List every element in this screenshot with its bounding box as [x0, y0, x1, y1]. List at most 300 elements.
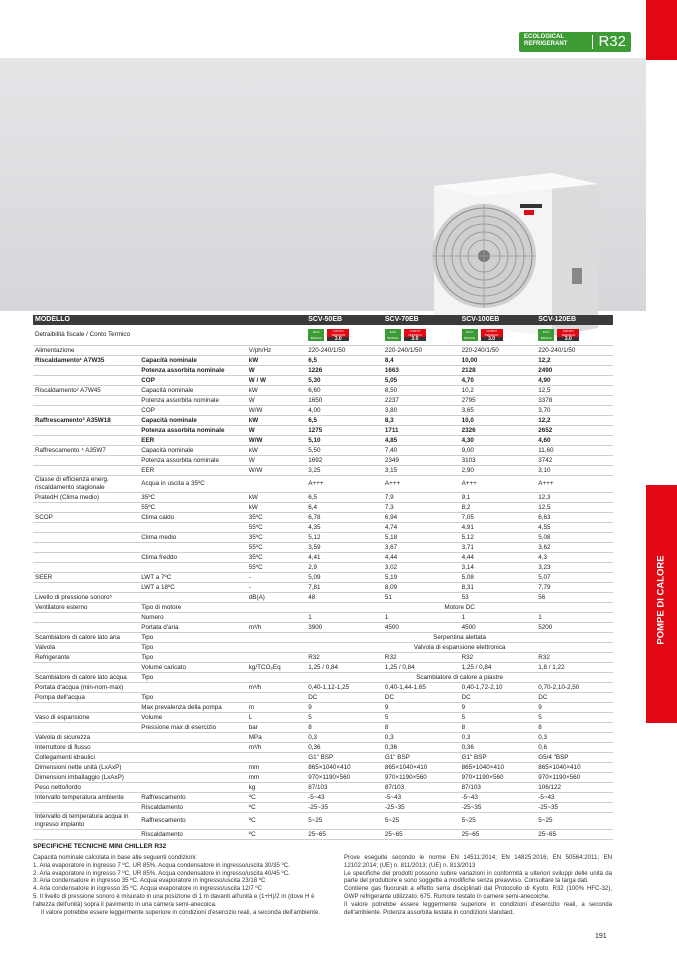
header-model-3: SCV-100EB — [460, 315, 537, 325]
cell-param: Classe di efficienza energ. riscaldamento stagionale — [33, 476, 139, 493]
cell-value: -5~43 — [306, 793, 383, 803]
cell-value: A+++ — [460, 476, 537, 493]
table-row — [33, 456, 613, 466]
cell-param: Valvola — [33, 643, 139, 653]
cell-unit: ºC — [247, 803, 306, 813]
cell-value: 8,31 — [460, 583, 537, 593]
cell-unit: W — [247, 456, 306, 466]
table-row — [33, 763, 613, 773]
cell-value: 6,94 — [383, 513, 460, 523]
table-row — [33, 683, 613, 693]
cell-sub: LWT a 7ºC — [139, 573, 247, 583]
cell-value: A+++ — [536, 476, 613, 493]
cell-sub: Clima medio — [139, 533, 247, 543]
table-row — [33, 503, 613, 513]
cell-param: Refrigerante — [33, 653, 139, 663]
cell-value: 5,30 — [306, 376, 383, 386]
cell-unit: ºC — [247, 830, 306, 840]
cell-sub: Tipo di motore — [139, 603, 247, 613]
table-row — [33, 366, 613, 376]
cell-value: 4,74 — [383, 523, 460, 533]
table-row — [33, 436, 613, 446]
cell-value: 5,08 — [536, 533, 613, 543]
table-row — [33, 543, 613, 553]
cell-value: 5,08 — [460, 573, 537, 583]
bonus-label: Detraibilità fiscale / Conto Termico — [33, 325, 306, 346]
cell-unit: kW — [247, 446, 306, 456]
table-row — [33, 396, 613, 406]
cell-param — [33, 406, 139, 416]
cell-param — [33, 663, 139, 673]
cell-value: 0,36 — [306, 743, 383, 753]
cell-value: -25~35 — [306, 803, 383, 813]
cell-value: 12,3 — [536, 493, 613, 503]
table-row — [33, 703, 613, 713]
table-row — [33, 356, 613, 366]
eco-bonus-logo: ECO BONUS — [462, 329, 478, 341]
cell-value: 3,70 — [536, 406, 613, 416]
cell-value: 12,5 — [536, 386, 613, 396]
cell-merged: Valvola di espansione elettronica — [306, 643, 613, 653]
cell-value: 220-240/1/50 — [306, 346, 383, 356]
table-row — [33, 446, 613, 456]
cell-unit: W / W — [247, 376, 306, 386]
cell-value: 8,50 — [383, 386, 460, 396]
cell-value: 3,23 — [536, 563, 613, 573]
cell-value: 1 — [536, 613, 613, 623]
cell-value: 1 — [460, 613, 537, 623]
cell-unit — [247, 673, 306, 683]
table-row — [33, 376, 613, 386]
cell-value: -25~35 — [536, 803, 613, 813]
cell-sub: 35ºC — [139, 493, 247, 503]
table-row — [33, 783, 613, 793]
cell-value: 4,90 — [536, 376, 613, 386]
cell-value: 2349 — [383, 456, 460, 466]
cell-value: 12,2 — [536, 356, 613, 366]
cell-unit: kW — [247, 356, 306, 366]
note-line: Il valore potrebbe essere leggermente superiore in condizioni d'esercizio reali, a seconda dell'ambiente. Potenza assorbita testata in condizioni standard. — [344, 900, 612, 916]
heat-pump-unit-image — [424, 168, 600, 336]
cell-unit: - — [247, 583, 306, 593]
cell-value: 3378 — [536, 396, 613, 406]
cell-value: 0,36 — [383, 743, 460, 753]
cell-param: Alimentazione — [33, 346, 139, 356]
cell-value: 8 — [306, 723, 383, 733]
cell-value: G1" BSP — [383, 753, 460, 763]
cell-param — [33, 803, 139, 813]
cell-value: 970×1190×560 — [306, 773, 383, 783]
table-row — [33, 583, 613, 593]
cell-value: 4,00 — [306, 406, 383, 416]
cell-param — [33, 426, 139, 436]
cell-value: A+++ — [306, 476, 383, 493]
cell-unit: V/ph/Hz — [247, 346, 306, 356]
cell-value: 4500 — [460, 623, 537, 633]
cell-value: 25~65 — [383, 830, 460, 840]
cell-value: 10,2 — [460, 386, 537, 396]
cell-unit: kW — [247, 503, 306, 513]
specs-table — [33, 315, 613, 840]
cell-value: 1,25 / 0,84 — [383, 663, 460, 673]
cell-sub — [139, 753, 247, 763]
table-row — [33, 643, 613, 653]
cell-value: 5200 — [536, 623, 613, 633]
note-line: Le specifiche dei prodotti possono subire variazioni in conformità a ulteriori sviluppi delle unità da parte del produttore e sono soggette a modifiche senza preavviso. Consultare la targa dati. — [344, 869, 612, 885]
cell-value: -5~43 — [383, 793, 460, 803]
cell-sub: Potenza assorbita nominale — [139, 396, 247, 406]
cell-value: -5~43 — [536, 793, 613, 803]
cell-sub: Capacità nominale — [139, 416, 247, 426]
cell-sub: Raffrescamento — [139, 793, 247, 803]
cell-value: 2326 — [460, 426, 537, 436]
cell-value: G1" BSP — [306, 753, 383, 763]
cell-merged: Serpentina alettata — [306, 633, 613, 643]
cell-value: 3900 — [306, 623, 383, 633]
cell-value: 0,3 — [383, 733, 460, 743]
notes-left — [33, 854, 333, 916]
cell-sub: Capacità nominale — [139, 386, 247, 396]
cell-param: Intervallo temperatura ambiente — [33, 793, 139, 803]
cell-value: 2795 — [460, 396, 537, 406]
cell-value: 2128 — [460, 366, 537, 376]
notes-right — [344, 854, 612, 916]
cell-value: 8,09 — [383, 583, 460, 593]
cell-value: 7,9 — [383, 493, 460, 503]
cell-value: G1" BSP — [460, 753, 537, 763]
table-row — [33, 663, 613, 673]
cell-value: 0,3 — [306, 733, 383, 743]
cell-sub — [139, 563, 247, 573]
bonus-row — [33, 325, 613, 346]
cell-param — [33, 376, 139, 386]
cell-value: 9,1 — [460, 493, 537, 503]
cell-unit: 35ºC — [247, 553, 306, 563]
note-line: 4. Aria condensatore in ingresso 35 ºC. Acqua evaporatore in ingresso/uscita 12/7 ºC — [33, 885, 263, 893]
cell-param — [33, 466, 139, 476]
table-row — [33, 673, 613, 683]
cell-value: 8 — [460, 723, 537, 733]
cell-sub: Capacità nominale — [139, 446, 247, 456]
cell-value: 1275 — [306, 426, 383, 436]
cell-value: 3,67 — [383, 543, 460, 553]
cell-unit: - — [247, 573, 306, 583]
cell-sub: Acqua in uscita a 35ºC — [139, 476, 247, 493]
cell-param: Portata d'acqua (min-nom-max) — [33, 683, 139, 693]
cell-value: DC — [383, 693, 460, 703]
cell-value: 5~25 — [306, 813, 383, 830]
cell-sub: Riscaldamento — [139, 803, 247, 813]
cell-sub: EER — [139, 436, 247, 446]
cell-unit: MPa — [247, 733, 306, 743]
cell-value: 4,60 — [536, 436, 613, 446]
side-tab-label: POMPE DI CALORE — [655, 555, 667, 645]
cell-value: 3,65 — [460, 406, 537, 416]
cell-value: 4,41 — [306, 553, 383, 563]
cell-value: 5,10 — [306, 436, 383, 446]
cell-value: 9 — [383, 703, 460, 713]
cell-sub: Tipo — [139, 643, 247, 653]
cell-value: 25~65 — [460, 830, 537, 840]
table-row — [33, 563, 613, 573]
cell-value: 5~25 — [460, 813, 537, 830]
table-row — [33, 633, 613, 643]
cell-unit: 35ºC — [247, 533, 306, 543]
table-row — [33, 493, 613, 503]
cell-param — [33, 396, 139, 406]
cell-value: 865×1040×410 — [306, 763, 383, 773]
cell-value: 5 — [536, 713, 613, 723]
cell-value: 9,00 — [460, 446, 537, 456]
cell-unit: m³/h — [247, 683, 306, 693]
cell-value: 5 — [460, 713, 537, 723]
cell-value: 5~25 — [536, 813, 613, 830]
table-row — [33, 476, 613, 493]
cell-value: 87/103 — [383, 783, 460, 793]
cell-value: 8 — [536, 723, 613, 733]
conto-termico-logo: CONTO TERMICO 3.0 — [404, 329, 426, 341]
cell-sub: COP — [139, 376, 247, 386]
cell-sub: Tipo — [139, 693, 247, 703]
badge-r32: R32 — [598, 33, 626, 50]
cell-value: 5,18 — [383, 533, 460, 543]
cell-sub — [139, 763, 247, 773]
cell-value: G5/4 "BSP — [536, 753, 613, 763]
cell-unit: ºC — [247, 793, 306, 803]
cell-value: 0,6 — [536, 743, 613, 753]
cell-param: PratedH (Clima medio) — [33, 493, 139, 503]
cell-sub — [139, 773, 247, 783]
cell-value: 53 — [460, 593, 537, 603]
cell-param: Livello di pressione sonoro⁵ — [33, 593, 139, 603]
cell-value: 2490 — [536, 366, 613, 376]
cell-unit: 55ºC — [247, 523, 306, 533]
eco-bonus-logo: ECO BONUS — [308, 329, 324, 341]
cell-value: 5 — [306, 713, 383, 723]
cell-sub: Portata d'aria — [139, 623, 247, 633]
cell-unit: kg — [247, 783, 306, 793]
cell-sub: Pressione max di esercizio — [139, 723, 247, 733]
cell-unit: W/W — [247, 406, 306, 416]
cell-sub: Potenza assorbita nominale — [139, 456, 247, 466]
cell-value: 2652 — [536, 426, 613, 436]
cell-value: 5,12 — [460, 533, 537, 543]
cell-value: 4,35 — [306, 523, 383, 533]
cell-sub: Raffrescamento — [139, 813, 247, 830]
cell-sub: Potenza assorbita nominale — [139, 426, 247, 436]
cell-param — [33, 533, 139, 543]
table-row — [33, 803, 613, 813]
cell-param — [33, 723, 139, 733]
cell-value: 8,2 — [460, 503, 537, 513]
cell-value: -5~43 — [460, 793, 537, 803]
cell-unit — [247, 613, 306, 623]
cell-sub: Tipo — [139, 653, 247, 663]
cell-param — [33, 543, 139, 553]
cell-value: 4,3 — [536, 553, 613, 563]
cell-unit: 35ºC — [247, 513, 306, 523]
table-row — [33, 713, 613, 723]
cell-unit — [247, 693, 306, 703]
cell-value: 1 — [383, 613, 460, 623]
cell-sub — [139, 743, 247, 753]
side-tab — [646, 0, 677, 958]
table-row — [33, 533, 613, 543]
cell-unit: dB(A) — [247, 593, 306, 603]
cell-sub: Capacità nominale — [139, 356, 247, 366]
cell-value: A+++ — [383, 476, 460, 493]
cell-sub: LWT a 18ºC — [139, 583, 247, 593]
page-number: 191 — [595, 933, 607, 940]
cell-value: 5,07 — [536, 573, 613, 583]
cell-sub: Clima caldo — [139, 513, 247, 523]
table-row — [33, 573, 613, 583]
note-line: 5. Il livello di pressione sonoro è misurato in una posizione di 1 m davanti all'unità e (1+H)/2 m (dove H è l'altezza dell'unità) sopra il pavimento in una camera semi-anecoica. — [33, 892, 315, 908]
cell-param — [33, 583, 139, 593]
cell-value: 8 — [383, 723, 460, 733]
cell-param: Riscaldamento¹ A7W35 — [33, 356, 139, 366]
cell-param — [33, 503, 139, 513]
cell-value: 4,55 — [536, 523, 613, 533]
cell-param: Ventilatore esterno — [33, 603, 139, 613]
cell-unit: kW — [247, 416, 306, 426]
cell-param: Scambiatore di calore lato aria — [33, 633, 139, 643]
cell-value: 5,09 — [306, 573, 383, 583]
cell-sub: Riscaldamento — [139, 830, 247, 840]
cell-value: 12,2 — [536, 416, 613, 426]
table-row — [33, 693, 613, 703]
cell-unit: W — [247, 426, 306, 436]
cell-value: 0,40-1,44-1,65 — [383, 683, 460, 693]
cell-param — [33, 553, 139, 563]
product-photo — [0, 58, 646, 311]
cell-value: 5,50 — [306, 446, 383, 456]
cell-unit: 55ºC — [247, 563, 306, 573]
cell-unit: m³/h — [247, 623, 306, 633]
cell-value: 9 — [536, 703, 613, 713]
cell-value: 3,62 — [536, 543, 613, 553]
badge-line2: REFRIGERANT — [524, 41, 568, 47]
cell-value: 0,70-2,10-2,50 — [536, 683, 613, 693]
cell-value: -25~35 — [383, 803, 460, 813]
cell-param — [33, 703, 139, 713]
note-line: Il valore potrebbe essere leggermente superiore in condizioni d'esercizio reali, a seconda dell'ambiente. — [41, 908, 321, 916]
cell-sub — [139, 783, 247, 793]
cell-value: 10,00 — [460, 356, 537, 366]
cell-sub: EER — [139, 466, 247, 476]
table-row — [33, 593, 613, 603]
header-model-1: SCV-50EB — [306, 315, 383, 325]
conto-termico-logo: CONTO TERMICO 3.0 — [481, 329, 503, 341]
table-row — [33, 426, 613, 436]
cell-sub: Tipo — [139, 673, 247, 683]
cell-unit — [247, 653, 306, 663]
table-row — [33, 653, 613, 663]
cell-value: 3,59 — [306, 543, 383, 553]
cell-value: 0,3 — [536, 733, 613, 743]
cell-value: 9 — [460, 703, 537, 713]
cell-sub: COP — [139, 406, 247, 416]
cell-value: 7,40 — [383, 446, 460, 456]
cell-value: 3742 — [536, 456, 613, 466]
cell-param: Dimensioni imballaggio (LxAxP) — [33, 773, 139, 783]
cell-sub: Numero — [139, 613, 247, 623]
cell-param: Intervallo di temperatura acqua in ingresso impianto — [33, 813, 139, 830]
cell-value: 1663 — [383, 366, 460, 376]
table-row — [33, 813, 613, 830]
cell-param: Dimensioni nette unità (LxAxP) — [33, 763, 139, 773]
table-row — [33, 346, 613, 356]
cell-value: 25~65 — [306, 830, 383, 840]
cell-unit: m³/h — [247, 743, 306, 753]
cell-value: 6,5 — [306, 416, 383, 426]
cell-merged: Scambiatore di calore a piastre — [306, 673, 613, 683]
footer-title: SPECIFICHE TECNICHE MINI CHILLER R32 — [33, 843, 167, 850]
cell-sub — [139, 683, 247, 693]
cell-value: 5,05 — [383, 376, 460, 386]
cell-sub — [139, 346, 247, 356]
ecological-refrigerant-badge — [519, 32, 631, 52]
header-model-4: SCV-120EB — [536, 315, 613, 325]
cell-value: 3,15 — [383, 466, 460, 476]
cell-value: 6,60 — [306, 386, 383, 396]
table-row — [33, 623, 613, 633]
cell-value: 4500 — [383, 623, 460, 633]
cell-sub: Clima freddo — [139, 553, 247, 563]
cell-param: Pompa dell'acqua — [33, 693, 139, 703]
cell-value: 3103 — [460, 456, 537, 466]
cell-unit: W — [247, 366, 306, 376]
cell-value: DC — [306, 693, 383, 703]
cell-value: 4,44 — [460, 553, 537, 563]
cell-value: 1711 — [383, 426, 460, 436]
cell-param: SCOP — [33, 513, 139, 523]
cell-value: 12,5 — [536, 503, 613, 513]
cell-unit: 55ºC — [247, 543, 306, 553]
cell-sub — [139, 543, 247, 553]
table-row — [33, 753, 613, 763]
cell-param — [33, 830, 139, 840]
table-row — [33, 466, 613, 476]
cell-param — [33, 563, 139, 573]
cell-value: 9 — [306, 703, 383, 713]
cell-value: 6,63 — [536, 513, 613, 523]
cell-param: Raffrescamento ⁴ A35W7 — [33, 446, 139, 456]
cell-unit: W/W — [247, 436, 306, 446]
table-row — [33, 723, 613, 733]
cell-value: 7,79 — [536, 583, 613, 593]
cell-unit: bar — [247, 723, 306, 733]
cell-param — [33, 436, 139, 446]
cell-value: 0,36 — [460, 743, 537, 753]
cell-value: 3,14 — [460, 563, 537, 573]
table-row — [33, 773, 613, 783]
cell-value: 7,3 — [383, 503, 460, 513]
cell-param: Peso netto/lordo — [33, 783, 139, 793]
cell-value: 5~25 — [383, 813, 460, 830]
cell-sub: Volume caricato — [139, 663, 247, 673]
cell-sub: Volume — [139, 713, 247, 723]
note-line: Capacità nominale calcolata in base alle seguenti condizioni: — [33, 854, 197, 861]
note-line: Contiene gas fluorurati a effetto serra disciplinati dal Protocollo di Kyoto. R32 (100% HFC-32), GWP refrigerante utilizzato: 675. Rumore testato in camere semi-anecoiche. — [344, 885, 612, 900]
cell-unit — [247, 476, 306, 493]
cell-value: DC — [536, 693, 613, 703]
cell-sub: Potenza assorbita nominale — [139, 366, 247, 376]
cell-value: 1,25 / 0,84 — [306, 663, 383, 673]
table-row — [33, 553, 613, 563]
cell-param — [33, 613, 139, 623]
cell-unit — [247, 633, 306, 643]
